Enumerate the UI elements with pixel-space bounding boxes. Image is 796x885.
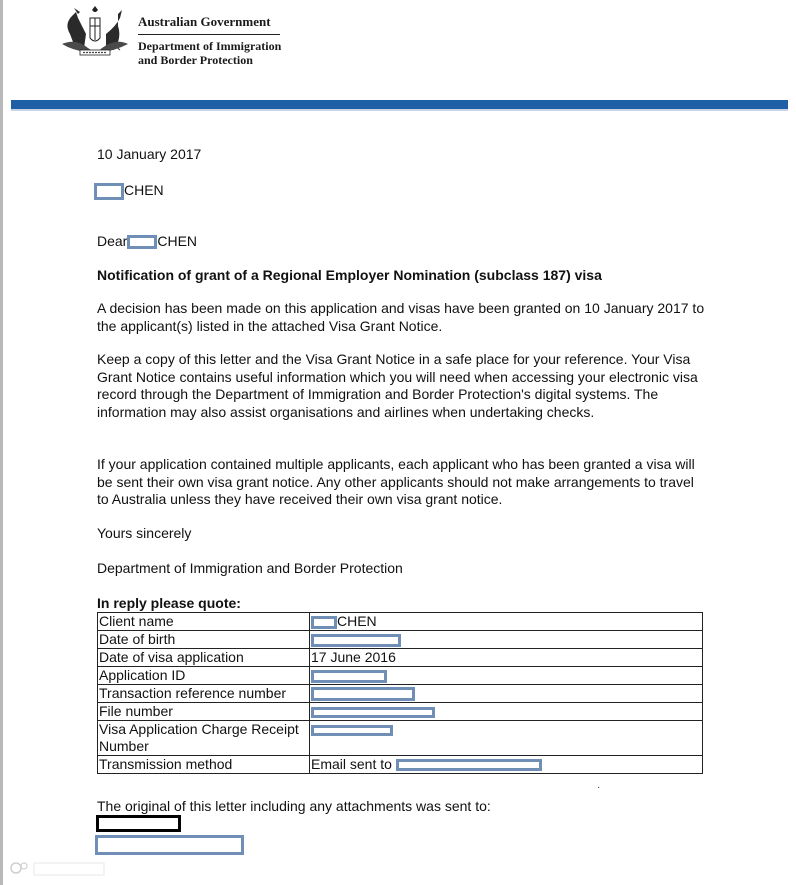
row-value xyxy=(310,631,703,649)
header-bar-shadow xyxy=(11,109,788,111)
row-label: File number xyxy=(98,703,310,721)
letter-subject: Notification of grant of a Regional Employer Nomination (subclass 187) visa xyxy=(97,267,602,283)
salutation-word: Dear xyxy=(97,233,128,249)
closing: Yours sincerely xyxy=(97,525,192,541)
row-value xyxy=(310,685,703,703)
row-value: 17 June 2016 xyxy=(310,649,703,667)
salutation xyxy=(97,232,197,250)
table-row xyxy=(98,649,703,667)
paragraph-multiple-applicants: If your application contained multiple applicants, each applicant who has been granted a visa will be sent their own visa grant notice. Any other applicants should not make arrangements to travel to Australia unless they have received their own visa grant notice. xyxy=(97,456,695,508)
table-row xyxy=(98,631,703,649)
redacted-recipient-name xyxy=(96,815,181,832)
row-value xyxy=(310,721,703,756)
transmission-text: Email sent to xyxy=(311,756,392,772)
recipient-name xyxy=(94,181,164,200)
dept-line2: and Border Protection xyxy=(138,53,253,67)
row-label: Application ID xyxy=(98,667,310,685)
redacted-field xyxy=(311,670,387,683)
header-blue-bar xyxy=(11,100,788,109)
watermark-logo-icon xyxy=(8,860,108,880)
letter-date: 10 January 2017 xyxy=(97,146,202,162)
table-row xyxy=(98,685,703,703)
row-value xyxy=(310,756,703,774)
government-header xyxy=(138,14,281,67)
row-value xyxy=(310,703,703,721)
row-label: Visa Application Charge Receipt Number xyxy=(98,721,310,756)
table-row xyxy=(98,703,703,721)
client-surname: CHEN xyxy=(337,613,377,629)
row-label: Client name xyxy=(98,613,310,631)
table-row xyxy=(98,613,703,631)
dept-line1: Department of Immigration xyxy=(138,39,282,53)
row-label: Transmission method xyxy=(98,756,310,774)
paragraph-decision: A decision has been made on this application and visas have been granted on 10 January 2017 to the applicant(s) listed in the attached Visa Grant Notice. xyxy=(97,300,705,334)
table-row xyxy=(98,721,703,756)
recipient-surname: CHEN xyxy=(124,182,164,198)
stray-mark: · xyxy=(597,782,601,793)
quote-heading: In reply please quote: xyxy=(97,595,241,611)
redacted-given-name xyxy=(94,183,124,200)
coat-of-arms-icon xyxy=(56,4,134,62)
signatory: Department of Immigration and Border Protection xyxy=(97,560,403,576)
salutation-surname: CHEN xyxy=(157,233,198,249)
redacted-email xyxy=(396,759,542,771)
original-sent-to: The original of this letter including any attachments was sent to: xyxy=(97,798,491,814)
table-row xyxy=(98,667,703,685)
redacted-field xyxy=(311,725,393,736)
gov-divider xyxy=(138,34,280,35)
row-value xyxy=(310,667,703,685)
redacted-recipient-address xyxy=(95,835,244,855)
gov-title: Australian Government xyxy=(138,14,271,29)
row-label: Date of visa application xyxy=(98,649,310,667)
redacted-salutation-name xyxy=(127,235,157,249)
row-value xyxy=(310,613,703,631)
redacted-field xyxy=(311,687,415,701)
redacted-field xyxy=(311,616,337,629)
paragraph-keep-copy: Keep a copy of this letter and the Visa Grant Notice in a safe place for your reference. Your Visa Grant Notice contains useful information which you will need when accessing your electronic visa record through the Department of Immigration and Border Protection's digital systems. The information may also assist organisations and airlines when undertaking checks. xyxy=(97,351,698,420)
quote-table xyxy=(97,612,703,774)
row-label: Transaction reference number xyxy=(98,685,310,703)
page-left-rule xyxy=(0,0,3,885)
table-row xyxy=(98,756,703,774)
row-label: Date of birth xyxy=(98,631,310,649)
redacted-field xyxy=(311,707,435,718)
redacted-field xyxy=(311,634,401,647)
